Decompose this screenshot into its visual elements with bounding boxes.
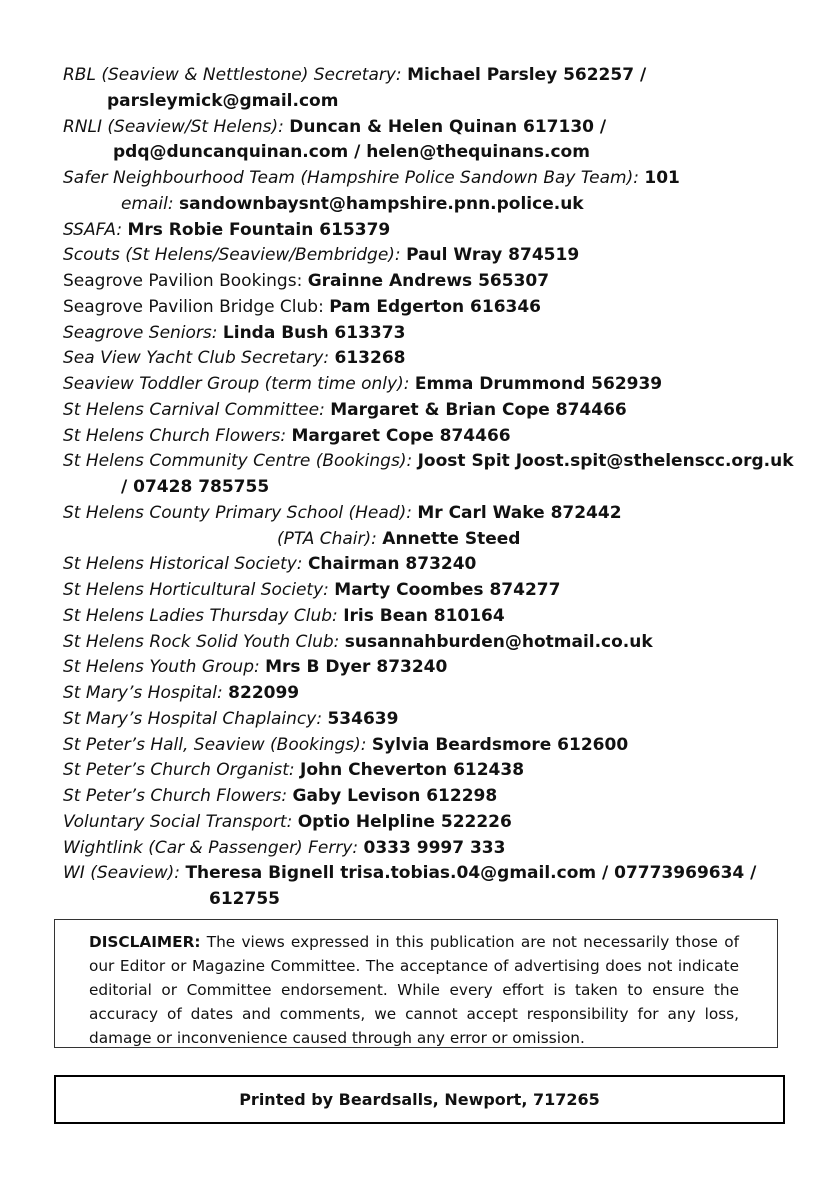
entry-label: Sea View Yacht Club Secretary:	[63, 348, 330, 369]
entry-value: John Cheverton 612438	[300, 760, 525, 781]
entry-email: parsleymick@gmail.com	[107, 90, 339, 111]
entry-label: Wightlink (Car & Passenger) Ferry:	[63, 837, 359, 858]
entry-value: Marty Coombes 874277	[334, 580, 561, 600]
entry-value: Mrs Robie Fountain 615379	[127, 219, 391, 240]
disclaimer-body: The views expressed in this publication are not necessarily those of our Editor or Magazine Committee. The acceptance of advertising does not indicate editorial or Committee endorsement. While every effort is taken to ensure the accuracy of dates and comments, we cannot accept responsibility for any loss, damage or inconvenience caused through any error or omission.	[89, 933, 739, 1047]
entry-value: Mrs B Dyer 873240	[265, 657, 448, 678]
entry-label: St Helens Church Flowers:	[63, 425, 287, 446]
entry-label: St Helens County Primary School (Head):	[63, 502, 412, 523]
entry-value: Michael Parsley 562257 /	[407, 65, 647, 85]
entry-wightlink	[63, 836, 803, 862]
entry-value: Iris Bean 810164	[343, 605, 505, 626]
entry-label: St Mary’s Hospital Chaplaincy:	[63, 708, 323, 729]
entry-label: St Helens Rock Solid Youth Club:	[63, 631, 340, 652]
entry-label: email:	[121, 193, 174, 214]
entry-seagrove-bookings	[63, 269, 803, 295]
entry-label: Voluntary Social Transport:	[63, 811, 293, 832]
entry-rbl-cont	[63, 89, 803, 115]
entry-value: Paul Wray 874519	[406, 245, 580, 266]
entry-value: 822099	[228, 683, 300, 703]
entry-label: Scouts (St Helens/Seaview/Bembridge):	[63, 245, 401, 266]
entry-seagrove-bridge	[63, 295, 803, 321]
disclaimer-text	[89, 930, 739, 1050]
entry-value: Joost Spit Joost.spit@sthelenscc.org.uk	[417, 451, 794, 472]
entry-st-peters-hall	[63, 733, 803, 759]
entry-value: Duncan & Helen Quinan 617130 /	[289, 116, 607, 137]
entry-value: Annette Steed	[382, 528, 521, 549]
entry-label: (PTA Chair):	[277, 528, 377, 549]
entry-transport	[63, 810, 803, 836]
entry-value: Emma Drummond 562939	[414, 374, 663, 394]
entry-value: susannahburden@hotmail.co.uk	[344, 631, 653, 652]
entry-email: sandownbaysnt@hampshire.pnn.police.uk	[179, 193, 584, 214]
entry-organist	[63, 758, 803, 784]
entry-rnli-cont	[63, 140, 803, 166]
directory-list	[63, 63, 803, 913]
entry-label: Seagrove Pavilion Bookings:	[63, 271, 303, 291]
entry-label: Seaview Toddler Group (term time only):	[63, 374, 410, 394]
entry-youth-group	[63, 655, 803, 681]
entry-church-flowers	[63, 424, 803, 450]
entry-toddler-group	[63, 372, 803, 398]
entry-label: St Helens Youth Group:	[63, 657, 260, 678]
entry-value: 101	[644, 168, 680, 188]
entry-label: St Peter’s Church Organist:	[63, 760, 295, 781]
printed-by-footer	[54, 1075, 785, 1124]
entry-historical	[63, 552, 803, 578]
entry-chaplaincy	[63, 707, 803, 733]
entry-value: 613268	[334, 348, 406, 369]
entry-value: Pam Edgerton 616346	[329, 296, 542, 317]
entry-label: Seagrove Pavilion Bridge Club:	[63, 296, 324, 317]
entry-label: St Helens Carnival Committee:	[63, 399, 325, 420]
entry-label: RBL (Seaview & Nettlestone) Secretary:	[63, 65, 402, 85]
entry-carnival	[63, 398, 803, 424]
entry-community-centre	[63, 449, 803, 475]
entry-label: St Mary’s Hospital:	[63, 683, 223, 703]
entry-safer-neighbourhood-cont	[63, 192, 803, 218]
entry-label: SSAFA:	[63, 219, 123, 240]
entry-wi	[63, 861, 803, 887]
entry-value: Gaby Levison 612298	[292, 786, 498, 806]
entry-hospital	[63, 681, 803, 707]
entry-safer-neighbourhood	[63, 166, 803, 192]
disclaimer-heading: DISCLAIMER:	[89, 933, 201, 951]
entry-horticultural	[63, 578, 803, 604]
entry-rbl	[63, 63, 803, 89]
entry-rnli	[63, 115, 803, 141]
disclaimer-box	[54, 919, 778, 1048]
entry-value: 612755	[209, 889, 280, 909]
entry-value: Grainne Andrews 565307	[307, 271, 550, 291]
entry-label: St Peter’s Hall, Seaview (Bookings):	[63, 734, 367, 755]
printed-by-text: Printed by Beardsalls, Newport, 717265	[239, 1090, 600, 1109]
entry-value: Mr Carl Wake 872442	[417, 502, 622, 523]
entry-community-centre-cont	[63, 475, 803, 501]
entry-ladies-club	[63, 604, 803, 630]
entry-primary-school	[63, 501, 803, 527]
entry-value: 534639	[327, 708, 399, 729]
entry-value: Sylvia Beardsmore 612600	[371, 734, 629, 755]
entry-value: Theresa Bignell trisa.tobias.04@gmail.com / 07773969634 /	[185, 863, 757, 884]
entry-rock-solid	[63, 630, 803, 656]
entry-label: St Helens Community Centre (Bookings):	[63, 451, 413, 472]
entry-seagrove-seniors	[63, 321, 803, 347]
entry-label: St Helens Ladies Thursday Club:	[63, 605, 338, 626]
entry-value: Optio Helpline 522226	[297, 811, 512, 832]
entry-value: / 07428 785755	[121, 477, 270, 497]
entry-ssafa	[63, 218, 803, 244]
entry-st-peters-flowers	[63, 784, 803, 810]
entry-email: pdq@duncanquinan.com / helen@thequinans.com	[113, 142, 590, 163]
entry-label: Seagrove Seniors:	[63, 322, 218, 343]
entry-value: Chairman 873240	[307, 554, 477, 575]
entry-value: Linda Bush 613373	[222, 322, 406, 343]
entry-label: WI (Seaview):	[63, 863, 181, 884]
entry-value: Margaret Cope 874466	[291, 425, 511, 446]
entry-yacht-club	[63, 346, 803, 372]
entry-label: St Helens Historical Society:	[63, 554, 303, 575]
entry-label: Safer Neighbourhood Team (Hampshire Police Sandown Bay Team):	[63, 168, 639, 188]
entry-primary-school-pta	[63, 527, 803, 553]
entry-value: Margaret & Brian Cope 874466	[330, 399, 627, 420]
entry-scouts	[63, 243, 803, 269]
entry-value: 0333 9997 333	[363, 837, 506, 858]
entry-label: St Helens Horticultural Society:	[63, 580, 329, 600]
entry-wi-cont	[63, 887, 803, 913]
entry-label: RNLI (Seaview/St Helens):	[63, 116, 284, 137]
entry-label: St Peter’s Church Flowers:	[63, 786, 288, 806]
